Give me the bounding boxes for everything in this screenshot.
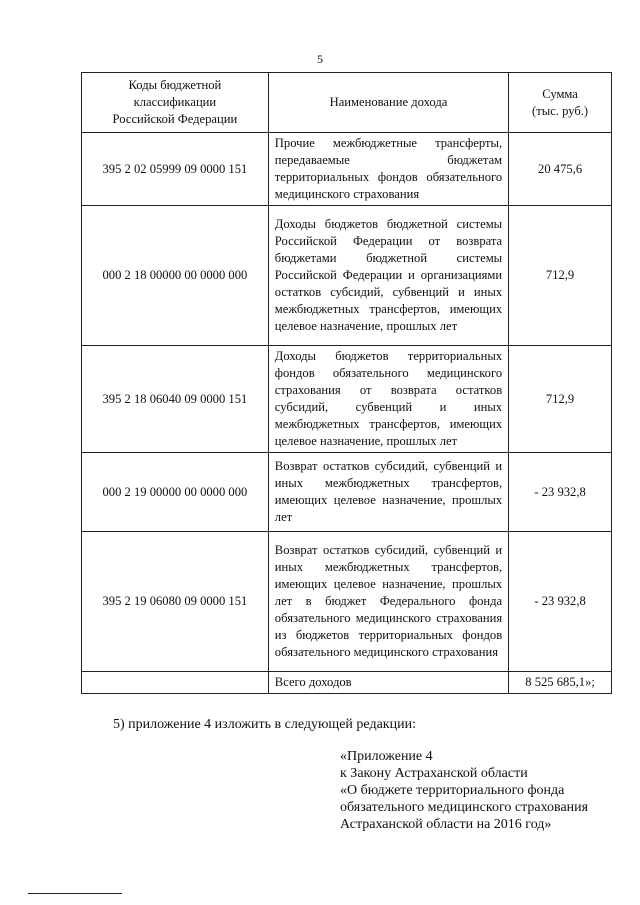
header-name: Наименование дохода [268, 73, 508, 133]
table-row [82, 133, 612, 206]
appendix-line: Астраханской области на 2016 год» [340, 817, 552, 832]
table-row [82, 532, 612, 672]
total-label: Всего доходов [268, 672, 508, 694]
table-row [82, 346, 612, 453]
appendix-line: обязательного медицинского страхования [340, 800, 589, 815]
table-row [82, 206, 612, 346]
header-code [82, 73, 269, 133]
total-sum: 8 525 685,1»; [509, 672, 612, 694]
table-row [82, 453, 612, 532]
income-name: Доходы бюджетов территориальных фондов обязательного медицинского страхования от возврата остатков субсидий, субвенций и иных межбюджетных трансфертов, имеющих целевое назначение, прошлых лет [268, 346, 508, 453]
total-code-empty [82, 672, 269, 694]
budget-code: 395 2 19 06080 09 0000 151 [82, 532, 269, 672]
income-name: Доходы бюджетов бюджетной системы Российской Федерации от возврата бюджетами бюджетной системы Российской Федерации и организациями остатков субсидий, субвенций и иных межбюджетных трансфертов, имеющих целевое назначение, прошлых лет [268, 206, 508, 346]
income-name: Прочие межбюджетные трансферты, передаваемые бюджетам территориальных фондов обязательного медицинского страхования [268, 133, 508, 206]
income-sum: 712,9 [509, 206, 612, 346]
income-table [81, 72, 612, 694]
header-code-line: Российской Федерации [112, 112, 238, 126]
total-row [82, 672, 612, 694]
header-code-line: Коды бюджетной [128, 78, 222, 92]
table-header-row [82, 73, 612, 133]
appendix-line: к Закону Астраханской области [340, 766, 528, 781]
header-sum-line: (тыс. руб.) [532, 103, 589, 118]
appendix-line: «Приложение 4 [340, 749, 433, 764]
page-number: 5 [317, 52, 323, 66]
income-sum: 20 475,6 [509, 133, 612, 206]
amendment-paragraph: 5) приложение 4 изложить в следующей редакции: [113, 717, 416, 732]
income-sum: - 23 932,8 [509, 453, 612, 532]
budget-code: 000 2 18 00000 00 0000 000 [82, 206, 269, 346]
income-sum: - 23 932,8 [509, 532, 612, 672]
appendix-line: «О бюджете территориального фонда [340, 783, 565, 798]
footnote-separator [28, 893, 122, 894]
header-sum [509, 73, 612, 133]
header-code-line: классификации [133, 95, 217, 109]
budget-code: 395 2 18 06040 09 0000 151 [82, 346, 269, 453]
appendix-heading [340, 748, 588, 833]
income-name: Возврат остатков субсидий, субвенций и иных межбюджетных трансфертов, имеющих целевое назначение, прошлых лет [268, 453, 508, 532]
budget-code: 000 2 19 00000 00 0000 000 [82, 453, 269, 532]
header-sum-line: Сумма [542, 86, 578, 101]
income-sum: 712,9 [509, 346, 612, 453]
budget-code: 395 2 02 05999 09 0000 151 [82, 133, 269, 206]
income-name: Возврат остатков субсидий, субвенций и иных межбюджетных трансфертов, имеющих целевое назначение, прошлых лет в бюджет Федерального фонда обязательного медицинского страхования из бюджетов территориальных фондов обязательного медицинского страхования [268, 532, 508, 672]
